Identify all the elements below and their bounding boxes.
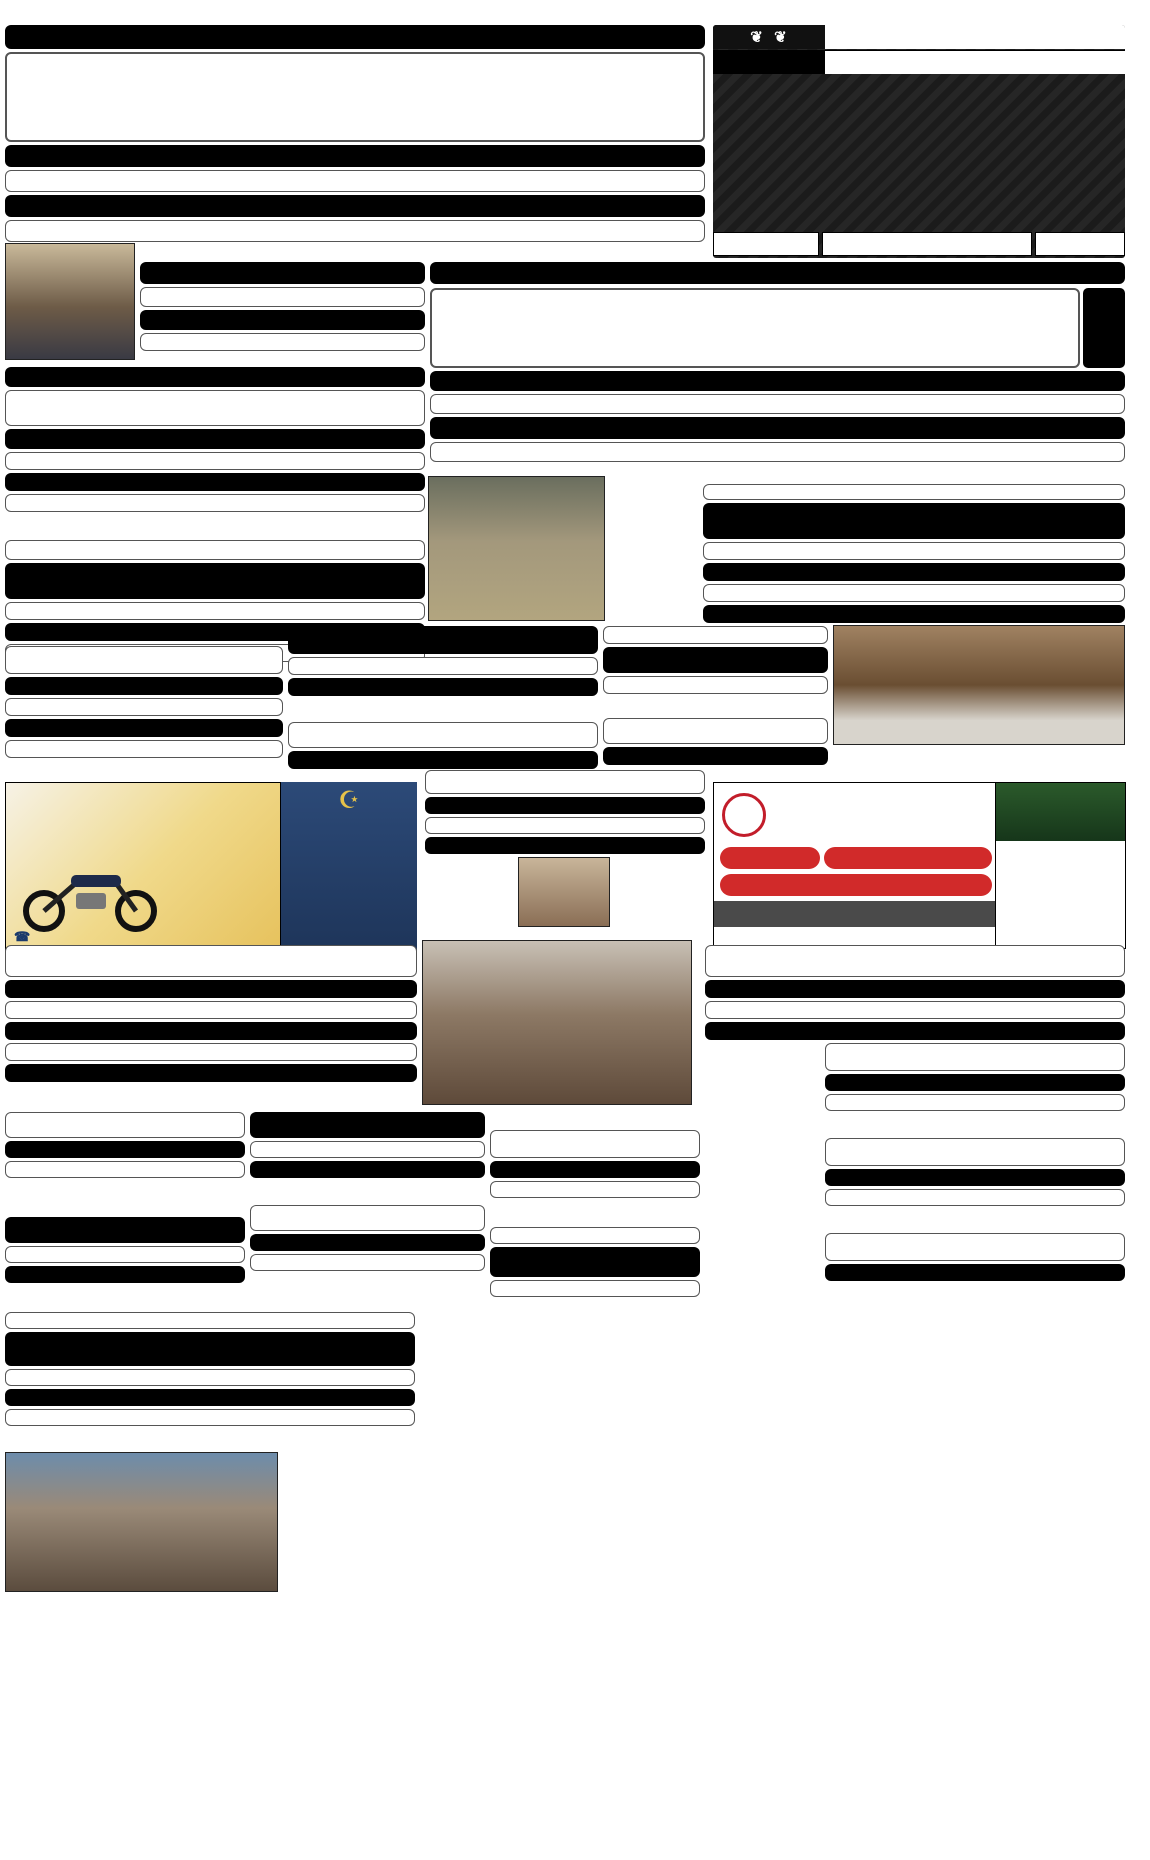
army-sub-1 <box>430 371 1125 391</box>
sherry-body-cont <box>425 857 515 937</box>
statebank-body <box>5 514 425 538</box>
sakh-sub-2 <box>288 678 598 696</box>
program-pill-cna <box>720 874 992 896</box>
nab-sub-2 <box>140 310 425 330</box>
judicial-sub-3 <box>703 584 1125 602</box>
year-issue <box>1035 232 1125 256</box>
sakh-body <box>288 698 598 720</box>
bisp-body <box>825 1113 1125 1135</box>
noorjehan-sub <box>490 1280 700 1297</box>
dollar-body <box>250 1180 485 1204</box>
siraj-body <box>603 696 828 718</box>
adilpur-body <box>5 1285 245 1307</box>
army-kicker <box>430 262 1125 284</box>
sherry-headline[interactable] <box>425 770 705 794</box>
lead-sub-1 <box>5 145 705 167</box>
program-pill-post-rn <box>824 847 992 869</box>
sindh-hc-headline[interactable] <box>288 722 598 748</box>
kandhkot-sub-3 <box>5 1022 417 1040</box>
sherry-photo <box>518 857 610 927</box>
badin-photo-caption <box>5 1593 278 1606</box>
ghotki-murder-headline[interactable] <box>705 945 1125 977</box>
bisp-headline[interactable] <box>825 1043 1125 1071</box>
sakh-sub-1 <box>288 657 598 675</box>
tando-accident-headline[interactable] <box>250 1205 485 1231</box>
masthead <box>713 25 1125 258</box>
masthead-tagline-2 <box>825 50 1125 74</box>
judicial-sub-1 <box>703 542 1125 560</box>
sherry-sub-3 <box>425 837 705 854</box>
tando-accident-sub-2 <box>250 1254 485 1271</box>
army-body <box>605 478 655 618</box>
ghotki-poles-sub-1 <box>5 1141 245 1158</box>
kandhkot-body-left <box>5 1084 207 1108</box>
army-sub-4 <box>430 442 1125 462</box>
tando-accident-sub-1 <box>250 1234 485 1251</box>
college-logo-icon <box>722 793 766 837</box>
lead-sub-2 <box>5 170 705 192</box>
bisp-sub-2 <box>825 1094 1125 1111</box>
statebank-sub-4 <box>5 494 425 512</box>
lead-headline[interactable] <box>5 52 705 142</box>
kandhkot-headline[interactable] <box>5 945 417 977</box>
sherry-sub-1 <box>425 797 705 814</box>
aitzaz-sub-4 <box>5 740 283 758</box>
ramadan-timings-karachi <box>996 782 1126 949</box>
abc-swirl-icon: ❦ <box>750 29 769 46</box>
dollar-sub-2 <box>250 1161 485 1178</box>
badin-body-left <box>5 1428 207 1450</box>
ad-phone[interactable]: ☎ <box>14 929 31 944</box>
parliament-kicker <box>5 540 425 560</box>
al-nimrah-ad[interactable] <box>713 782 996 949</box>
kandhkot-sub-2 <box>5 1001 417 1019</box>
issue-info-bar <box>713 232 1125 256</box>
uae-body <box>490 1200 700 1224</box>
bisp-sub-1 <box>825 1074 1125 1091</box>
aitzaz-sub-2 <box>5 698 283 716</box>
kandhkot-protest-photo <box>422 940 692 1105</box>
noorjehan-body <box>490 1299 700 1329</box>
judicial-headline[interactable] <box>703 503 1125 539</box>
statebank-headline[interactable] <box>5 390 425 426</box>
statebank-sub-3 <box>5 473 425 491</box>
abc-swirl-icon: ❦ <box>769 29 788 46</box>
army-sub-3 <box>430 417 1125 439</box>
missing-headline[interactable] <box>825 1138 1125 1166</box>
masthead-tagline-row-2 <box>713 50 1125 74</box>
siraj-photo-caption <box>833 747 1125 761</box>
statebank-sub-2 <box>5 452 425 470</box>
court-move-headline[interactable] <box>603 718 828 744</box>
noorjehan-headline[interactable] <box>490 1247 700 1277</box>
ghotki-murder-sub-2 <box>705 1001 1125 1019</box>
ghotki-poles-headline[interactable] <box>5 1112 245 1138</box>
electric-sub <box>825 1264 1125 1281</box>
badin-protest-photo <box>5 1452 278 1592</box>
adilpur-headline[interactable] <box>5 1217 245 1243</box>
parliament-sub-1 <box>5 602 425 620</box>
masthead-tagline-row-1 <box>713 25 1125 49</box>
dollar-sub-1 <box>250 1141 485 1158</box>
army-sub-2 <box>430 394 1125 414</box>
badin-sub-2 <box>5 1389 415 1406</box>
sherry-sub-2 <box>425 817 705 834</box>
program-pill-bsn <box>720 847 820 869</box>
aitzaz-sub-3 <box>5 719 283 737</box>
aitzaz-sub-1 <box>5 677 283 695</box>
tando-accident-body <box>250 1273 485 1307</box>
missing-sub-2 <box>825 1189 1125 1206</box>
judicial-sub-4 <box>703 605 1125 623</box>
parliament-headline[interactable] <box>5 563 425 599</box>
nab-sub-3 <box>140 333 425 351</box>
army-headline[interactable] <box>430 288 1080 368</box>
ramadan-kareem-banner <box>996 783 1125 841</box>
sakh-headline[interactable] <box>288 626 598 654</box>
nab-sub-1 <box>140 287 425 307</box>
badin-sub-3 <box>5 1409 415 1426</box>
crescent-star-icon: ☪ <box>338 786 360 814</box>
lead-sub-4 <box>5 220 705 242</box>
army-chief-badge <box>1083 288 1125 368</box>
ghotki-murder-body <box>695 1043 820 1118</box>
nab-headline[interactable] <box>140 262 425 284</box>
vertical-masthead-label <box>1127 40 1147 250</box>
badin-headline[interactable] <box>5 1332 415 1366</box>
kandhkot-sub-4 <box>5 1043 417 1061</box>
adilpur-sub-1 <box>5 1246 245 1263</box>
issue-date <box>822 232 1032 256</box>
adilpur-sub-2 <box>5 1266 245 1283</box>
ghotki-poles-sub-2 <box>5 1161 245 1178</box>
badin-body-right <box>212 1428 415 1450</box>
ghotki-poles-body <box>5 1180 245 1214</box>
kandhkot-sub-1 <box>5 980 417 998</box>
aitzaz-body <box>5 760 283 782</box>
uae-sub-2 <box>490 1181 700 1198</box>
judicial-sub-2 <box>703 563 1125 581</box>
motorcycle-icon <box>16 853 166 933</box>
uae-sub-1 <box>490 1161 700 1178</box>
judicial-kicker <box>703 484 1125 500</box>
ramadan-timings-hyderabad <box>280 782 417 950</box>
court-move-sub <box>603 747 828 765</box>
ghotki-murder-sub-1 <box>705 980 1125 998</box>
kandhkot-body-right <box>212 1084 417 1108</box>
pages-price <box>713 232 819 256</box>
army-chief-photo <box>428 476 605 621</box>
uae-headline[interactable] <box>490 1130 700 1158</box>
missing-body <box>825 1208 1125 1230</box>
aitzaz-headline[interactable] <box>5 646 283 674</box>
masthead-tagline-1 <box>825 25 1125 49</box>
college-phones[interactable] <box>714 901 996 927</box>
ghotki-murder-sub-3 <box>705 1022 1125 1040</box>
siraj-photo <box>833 625 1125 745</box>
parliament-body-cont <box>5 622 283 644</box>
statebank-sub-1 <box>5 429 425 449</box>
electric-headline[interactable] <box>825 1233 1125 1261</box>
abc-badge <box>713 25 825 49</box>
certified-badge <box>713 50 825 74</box>
statebank-kicker <box>5 367 425 387</box>
electric-body <box>825 1283 1125 1305</box>
sindh-hc-sub <box>288 751 598 769</box>
kandhkot-sub-5 <box>5 1064 417 1082</box>
badin-kicker <box>5 1312 415 1329</box>
missing-sub-1 <box>825 1169 1125 1186</box>
dollar-headline[interactable] <box>250 1112 485 1138</box>
lead-sub-3 <box>5 195 705 217</box>
noorjehan-kicker <box>490 1227 700 1244</box>
badin-sub-1 <box>5 1369 415 1386</box>
siraj-headline[interactable] <box>603 647 828 673</box>
sherry-body <box>612 857 705 937</box>
lead-kicker <box>5 25 705 49</box>
zardari-photo <box>5 243 135 360</box>
siraj-kicker <box>603 626 828 644</box>
siraj-sub <box>603 676 828 694</box>
